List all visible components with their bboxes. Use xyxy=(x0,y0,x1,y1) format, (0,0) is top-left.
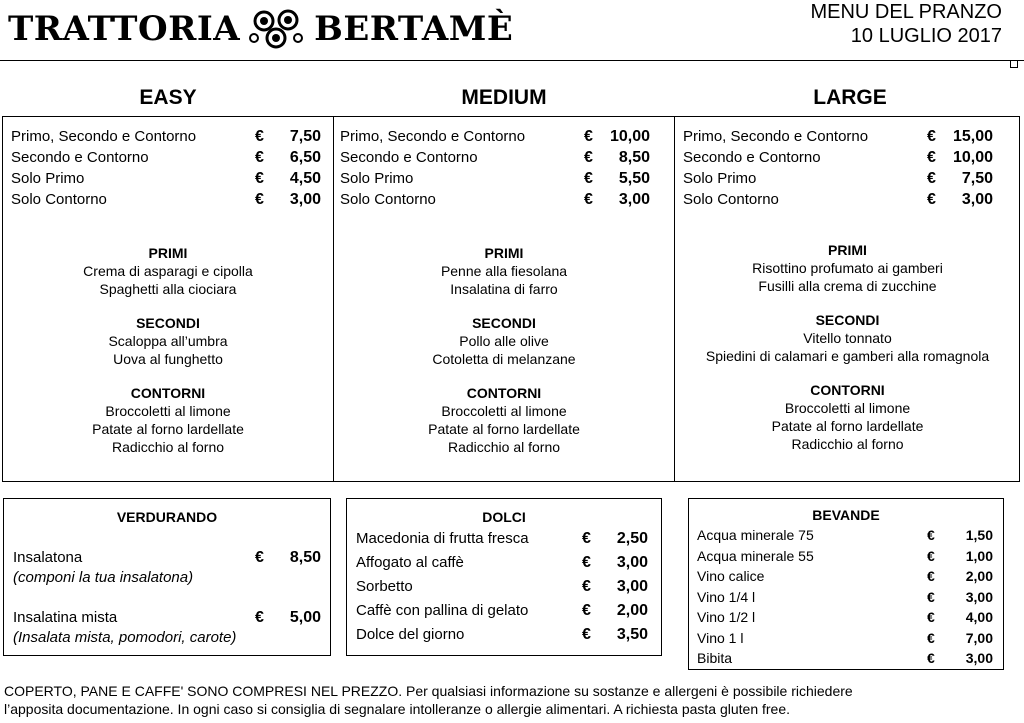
currency-symbol: € xyxy=(582,578,591,595)
price-row xyxy=(340,189,650,210)
currency-symbol: € xyxy=(927,609,935,625)
price-value: 4,50 xyxy=(289,170,321,187)
currency-symbol: € xyxy=(582,554,591,571)
menu-label: MENU DEL PRANZO xyxy=(810,1,1002,23)
currency-symbol: € xyxy=(255,128,264,145)
price-value: 5,00 xyxy=(289,609,321,626)
verdurando-box xyxy=(3,498,331,656)
price-value: 3,00 xyxy=(965,588,993,605)
item-label: Vino 1/2 l xyxy=(697,609,756,625)
price-label: Secondo e Contorno xyxy=(340,149,478,166)
price-row xyxy=(683,168,993,189)
dish: Crema di asparagi e cipolla xyxy=(83,263,253,279)
price-row xyxy=(340,168,650,189)
price-row xyxy=(11,189,321,210)
menu-date: 10 LUGLIO 2017 xyxy=(850,25,1002,47)
price-row xyxy=(340,147,650,168)
price-row xyxy=(356,527,648,551)
bevande-list xyxy=(697,525,993,669)
currency-symbol: € xyxy=(927,568,935,584)
price-label: Primo, Secondo e Contorno xyxy=(340,128,526,145)
dolci-box xyxy=(346,498,662,656)
price-row xyxy=(11,126,321,147)
price-row xyxy=(356,575,648,599)
section-heading-contorni: CONTORNI xyxy=(466,385,542,401)
price-row xyxy=(697,628,993,649)
dish: Pollo alle olive xyxy=(459,333,549,349)
currency-symbol: € xyxy=(255,149,264,166)
price-row xyxy=(356,623,648,647)
verdurando-title: VERDURANDO xyxy=(116,509,218,525)
dish: Insalatina di farro xyxy=(450,281,558,297)
price-row xyxy=(683,189,993,210)
tier-dishes-medium xyxy=(334,244,674,456)
price-value: 1,00 xyxy=(965,547,993,564)
currency-symbol: € xyxy=(582,626,591,643)
currency-symbol: € xyxy=(927,149,936,166)
price-value: 3,00 xyxy=(965,650,993,666)
price-value: 2,50 xyxy=(616,530,648,547)
item-label: Acqua minerale 75 xyxy=(697,527,814,543)
price-value: 15,00 xyxy=(952,128,993,145)
item-label: Vino 1/4 l xyxy=(697,588,756,605)
currency-symbol: € xyxy=(927,629,935,646)
currency-symbol: € xyxy=(927,128,936,145)
section-heading-secondi: SECONDI xyxy=(472,315,536,331)
currency-symbol: € xyxy=(584,191,593,208)
currency-symbol: € xyxy=(255,191,264,208)
restaurant-name xyxy=(8,8,513,50)
verdurando-item xyxy=(13,547,321,588)
item-label: Vino 1 l xyxy=(697,629,744,646)
item-note: (componi la tua insalatona) xyxy=(13,569,194,586)
dish: Fusilli alla crema di zucchine xyxy=(758,278,937,294)
price-value: 1,50 xyxy=(965,527,993,543)
item-label: Insalatina mista xyxy=(13,609,118,626)
dish: Spaghetti alla ciociara xyxy=(99,281,237,297)
currency-symbol: € xyxy=(582,602,591,619)
currency-symbol: € xyxy=(927,527,935,543)
price-value: 7,50 xyxy=(961,170,993,187)
price-row xyxy=(356,599,648,623)
dish: Broccoletti al limone xyxy=(784,400,911,416)
dish: Radicchio al forno xyxy=(111,439,225,455)
currency-symbol: € xyxy=(584,149,593,166)
dish: Patate al forno lardellate xyxy=(92,421,244,437)
item-label: Dolce del giorno xyxy=(356,626,465,643)
price-value: 3,00 xyxy=(961,191,993,208)
item-label: Bibita xyxy=(697,650,733,666)
menu-date-block xyxy=(810,0,1002,48)
price-label: Solo Contorno xyxy=(340,191,436,208)
tier-dishes-large xyxy=(675,241,1020,453)
price-row xyxy=(11,168,321,189)
tier-title-medium: MEDIUM xyxy=(461,86,547,109)
item-label: Affogato al caffè xyxy=(356,554,464,571)
currency-symbol: € xyxy=(927,588,935,605)
price-value: 2,00 xyxy=(965,568,993,584)
currency-symbol: € xyxy=(584,170,593,187)
price-label: Solo Primo xyxy=(683,170,757,187)
dish: Cotoletta di melanzane xyxy=(432,351,576,367)
price-label: Solo Contorno xyxy=(11,191,107,208)
section-heading-secondi: SECONDI xyxy=(136,315,200,331)
price-value: 7,50 xyxy=(289,128,321,145)
currency-symbol: € xyxy=(582,530,591,547)
item-label: Insalatona xyxy=(13,549,83,566)
logo-icon xyxy=(248,8,306,50)
price-value: 6,50 xyxy=(289,149,321,166)
dish: Broccoletti al limone xyxy=(441,403,567,419)
price-row xyxy=(340,126,650,147)
dish: Patate al forno lardellate xyxy=(771,418,924,434)
verdurando-item xyxy=(13,607,321,648)
price-row xyxy=(697,525,993,546)
price-value: 5,50 xyxy=(618,170,650,187)
price-label: Solo Contorno xyxy=(683,191,779,208)
dish: Radicchio al forno xyxy=(791,436,904,452)
item-label: Sorbetto xyxy=(356,578,413,595)
dish: Broccoletti al limone xyxy=(105,403,231,419)
footer-line: l’apposita documentazione. In ogni caso si consiglia di segnalare intolleranze o allergie alimentari. A richiesta pasta gluten free. xyxy=(4,701,791,717)
price-value: 3,00 xyxy=(289,191,321,208)
price-label: Solo Primo xyxy=(11,170,85,187)
price-row xyxy=(11,147,321,168)
bevande-box xyxy=(688,498,1004,670)
item-label: Caffè con pallina di gelato xyxy=(356,602,529,619)
dish: Patate al forno lardellate xyxy=(428,421,580,437)
price-row xyxy=(697,607,993,628)
footer-note xyxy=(4,682,1014,718)
header-divider xyxy=(0,60,1024,61)
currency-symbol: € xyxy=(927,650,935,666)
dish: Radicchio al forno xyxy=(447,439,561,455)
price-row xyxy=(697,587,993,608)
restaurant-name-right: BERTAMÈ xyxy=(314,9,514,49)
price-row xyxy=(683,126,993,147)
section-heading-primi: PRIMI xyxy=(148,245,188,261)
price-value: 10,00 xyxy=(952,149,993,166)
item-label: Macedonia di frutta fresca xyxy=(356,530,529,547)
restaurant-name-left: TRATTORIA xyxy=(8,9,241,49)
tier-title-easy: EASY xyxy=(139,86,197,109)
dish: Scaloppa all’umbra xyxy=(108,333,228,349)
dish: Uova al funghetto xyxy=(113,351,223,367)
currency-symbol: € xyxy=(584,128,593,145)
price-label: Solo Primo xyxy=(340,170,414,187)
price-row xyxy=(683,147,993,168)
price-row xyxy=(697,648,993,669)
price-value: 10,00 xyxy=(609,128,650,145)
price-label: Secondo e Contorno xyxy=(11,149,149,166)
dish: Vitello tonnato xyxy=(803,330,892,346)
currency-symbol: € xyxy=(927,547,935,564)
item-label: Acqua minerale 55 xyxy=(697,547,814,564)
currency-symbol: € xyxy=(255,549,264,566)
dish: Risottino profumato ai gamberi xyxy=(752,260,943,276)
price-value: 8,50 xyxy=(618,149,650,166)
currency-symbol: € xyxy=(255,170,264,187)
price-value: 3,00 xyxy=(618,191,650,208)
tier-prices-large xyxy=(683,126,993,210)
dolci-list xyxy=(356,527,648,647)
price-value: 3,00 xyxy=(616,554,648,571)
price-label: Primo, Secondo e Contorno xyxy=(11,128,197,145)
item-label: Vino calice xyxy=(697,568,765,584)
section-heading-contorni: CONTORNI xyxy=(810,382,885,398)
price-value: 4,00 xyxy=(965,609,993,625)
tier-prices-medium xyxy=(340,126,650,210)
section-heading-primi: PRIMI xyxy=(484,245,524,261)
dish: Spiedini di calamari e gamberi alla romagnola xyxy=(705,348,990,364)
currency-symbol: € xyxy=(255,609,264,626)
item-note: (Insalata mista, pomodori, carote) xyxy=(13,629,237,646)
price-row xyxy=(697,546,993,567)
section-heading-secondi: SECONDI xyxy=(815,312,880,328)
bevande-title: BEVANDE xyxy=(812,507,880,523)
price-row xyxy=(356,551,648,575)
price-value: 3,50 xyxy=(616,626,648,643)
price-label: Secondo e Contorno xyxy=(683,149,821,166)
currency-symbol: € xyxy=(927,170,936,187)
tier-prices-easy xyxy=(11,126,321,210)
tier-title-large: LARGE xyxy=(813,86,887,109)
section-heading-contorni: CONTORNI xyxy=(130,385,206,401)
price-value: 8,50 xyxy=(289,549,321,566)
section-heading-primi: PRIMI xyxy=(828,242,867,258)
price-row xyxy=(697,566,993,587)
footer-line: COPERTO, PANE E CAFFE' SONO COMPRESI NEL PREZZO. Per qualsiasi informazione su sostanze e allergeni è possibile richiedere xyxy=(4,683,853,699)
corner-marker xyxy=(1010,60,1018,68)
dolci-title: DOLCI xyxy=(482,509,526,525)
tier-dishes-easy xyxy=(3,244,333,456)
price-label: Primo, Secondo e Contorno xyxy=(683,128,869,145)
dish: Penne alla fiesolana xyxy=(440,263,568,279)
currency-symbol: € xyxy=(927,191,936,208)
price-value: 3,00 xyxy=(616,578,648,595)
price-value: 2,00 xyxy=(616,602,648,619)
price-value: 7,00 xyxy=(965,629,993,646)
